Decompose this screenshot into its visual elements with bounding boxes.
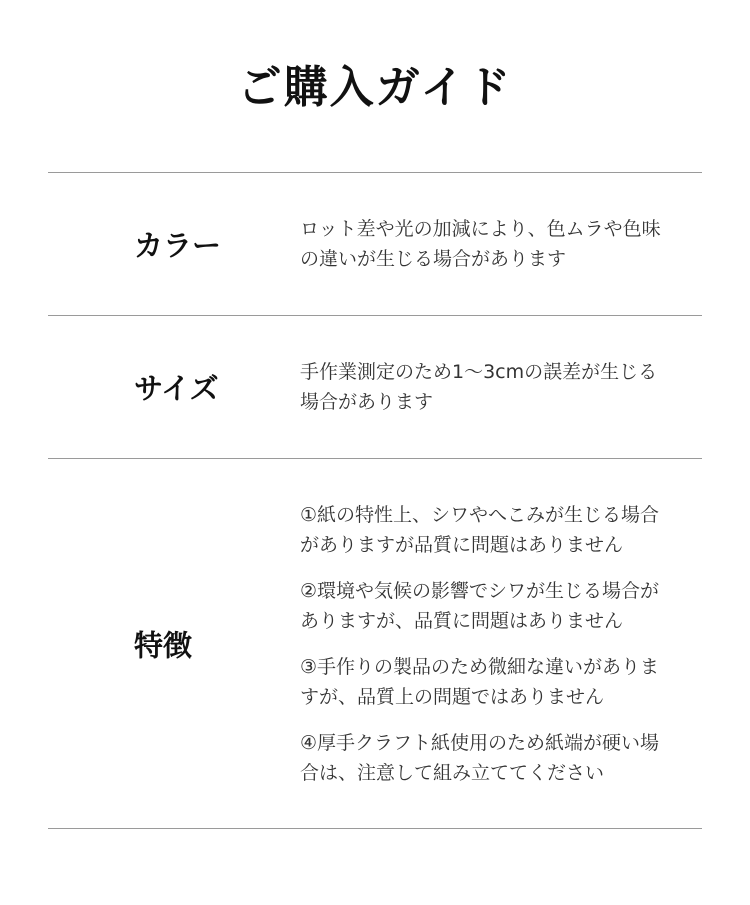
feature-list — [300, 500, 670, 788]
page-title: ご購入ガイド — [237, 62, 513, 113]
guide-row-color — [48, 172, 702, 315]
guide-row-features — [48, 458, 702, 829]
row-text-color — [300, 214, 670, 274]
row-text-size — [300, 357, 670, 417]
row-label-color: カラー — [134, 228, 222, 263]
row-label-size: サイズ — [134, 371, 219, 406]
color-note-text: ロット差や光の加減により、色ムラや色味の違いが生じる場合があります — [300, 218, 661, 270]
feature-item-1: ①紙の特性上、シワやへこみが生じる場合がありますが品質に問題はありません — [300, 503, 660, 556]
purchase-guide-table — [48, 172, 702, 829]
row-label-features: 特徴 — [134, 628, 193, 662]
size-note-text: 手作業測定のため1〜3cmの誤差が生じる場合があります — [300, 361, 658, 413]
feature-item-4: ④厚手クラフト紙使用のため紙端が硬い場合は、注意して組み立ててください — [300, 731, 660, 784]
feature-item-3: ③手作りの製品のため微細な違いがありますが、品質上の問題ではありません — [300, 655, 660, 708]
guide-row-size — [48, 315, 702, 458]
feature-item-2: ②環境や気候の影響でシワが生じる場合がありますが、品質に問題はありません — [300, 579, 660, 632]
